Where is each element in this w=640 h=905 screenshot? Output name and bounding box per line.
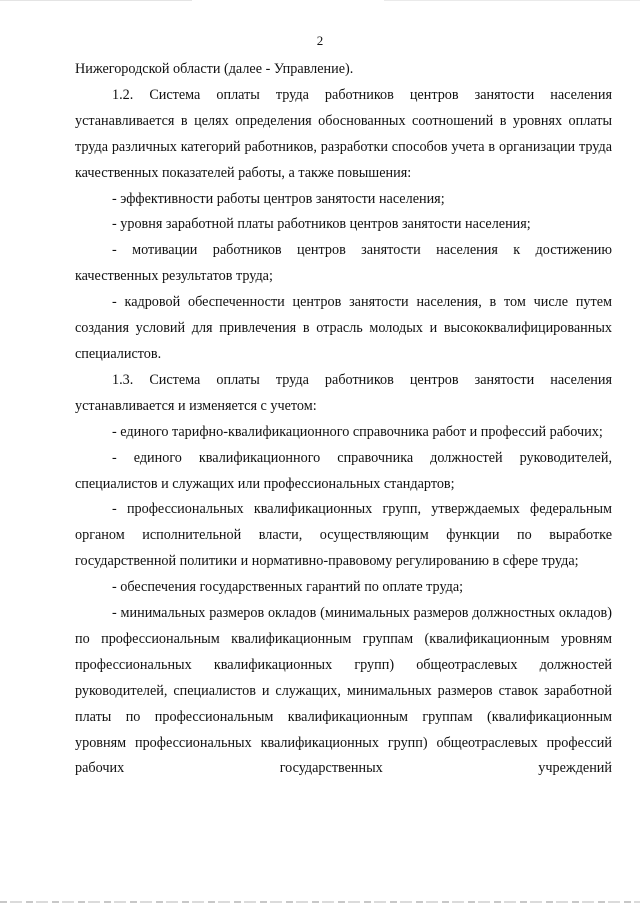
paragraph-continuation: Нижегородской области (далее - Управление). (75, 61, 354, 77)
list-item-professional-groups: - профессиональных квалификационных групп, утверждаемых федеральным органом исполнительной власти, осуществляющим функции по выработке государственной политики и нормативно-правовому регулированию в сфере труда; (75, 501, 612, 570)
list-item-efficiency: - эффективности работы центров занятости населения; (112, 190, 445, 207)
document-body (75, 57, 612, 782)
list-item-qualification-handbook: - единого квалификационного справочника должностей руководителей, специалистов и служащих или профессиональных стандартов; (75, 449, 612, 492)
list-item-motivation: - мотивации работников центров занятости населения к достижению качественных результатов труда; (75, 242, 612, 285)
list-item-staffing: - кадровой обеспеченности центров занятости населения, в том числе путем создания условий для привлечения в отрасль молодых и высококвалифицированных специалистов. (75, 294, 612, 362)
scan-edge-top (0, 0, 640, 1)
list-item-minimum-salaries: - минимальных размеров окладов (минимальных размеров должностных окладов) по профессиональным квалификационным группам (квалификационным уровням профессиональных квалификационных групп) общеотраслевых должностей руководителей, специалистов и служащих, минимальных размеров ставок заработной платы по профессиональным квалификационным группам (квалификационным уровням профессиональных квалификационных групп) общеотраслевых профессий рабочих государственных учреждений (75, 605, 612, 777)
paragraph-1-2: 1.2. Система оплаты труда работников центров занятости населения устанавливается в целях определения обоснованных соотношений в уровнях оплаты труда различных категорий работников, разработки способов учета в организации труда качественных показателей работы, а также повышения: (75, 86, 612, 181)
paragraph-1-3: 1.3. Система оплаты труда работников центров занятости населения устанавливается и изменяется с учетом: (75, 371, 612, 414)
scan-edge-bottom (0, 901, 640, 903)
list-item-state-guarantees: - обеспечения государственных гарантий по оплате труда; (112, 579, 464, 596)
list-item-tariff-handbook: - единого тарифно-квалификационного справочника работ и профессий рабочих; (112, 423, 603, 440)
page-number: 2 (316, 33, 324, 48)
list-item-salary-level: - уровня заработной платы работников центров занятости населения; (112, 216, 531, 233)
